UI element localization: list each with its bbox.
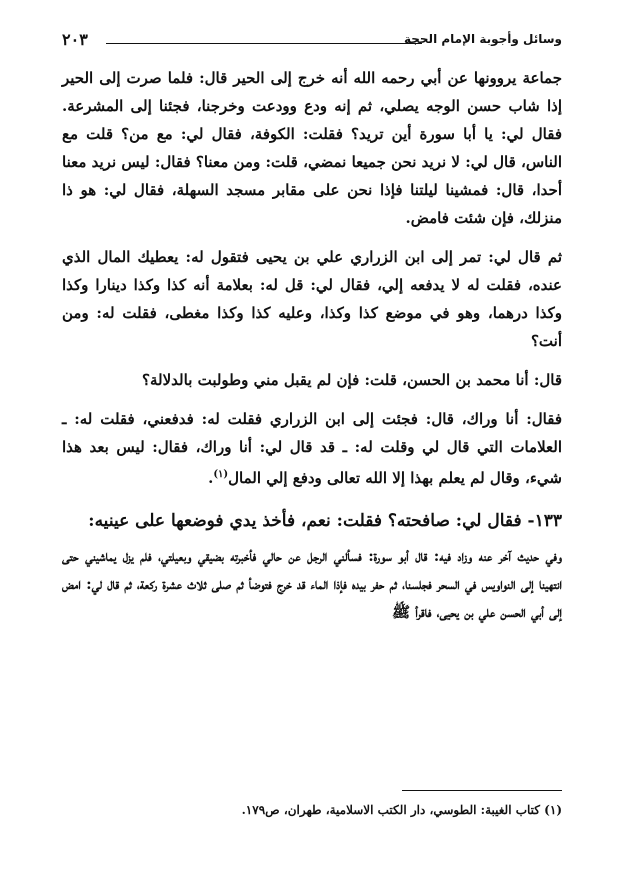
book-page bbox=[62, 30, 562, 850]
footnote-rule bbox=[402, 790, 562, 791]
footnote-ref: (١) bbox=[213, 469, 229, 480]
page-number: ٢٠٣ bbox=[62, 30, 88, 49]
header-rule bbox=[106, 43, 422, 44]
section-heading: ١٣٣- فقال لي: صافحته؟ فقلت: نعم، فأخذ يدي فوضعها على عينيه: bbox=[88, 511, 562, 531]
paragraph-text: فقال: أنا وراك، قال: فجئت إلى ابن الزراري فقلت له: فدفعني، فقلت له: ـ العلامات التي قال لي وقلت له: ـ قد قال لي: أنا وراك، فقال: ليس بعد هذا شيء، وقال لم يعلم بهذا إلا الله تعالى ودفع إلي المال bbox=[62, 410, 562, 487]
running-header bbox=[62, 30, 562, 52]
paragraph: فقال: أنا وراك، قال: فجئت إلى ابن الزراري فقلت له: فدفعني، فقلت له: ـ العلامات التي قال لي وقلت له: ـ قد قال لي: أنا وراك، فقال: ليس بعد هذا شيء، وقال لم يعلم بهذا إلا الله تعالى ودفع إلي المال$^{(١)}$. bbox=[62, 410, 562, 487]
paragraph: ثم قال لي: تمر إلى ابن الزراري علي بن يحيى فتقول له: يعطيك المال الذي عنده، فقلت له لا يدفعه إلي، فقال لي: قل له: بعلامة أنه كذا وكذا دينارا وكذا وكذا درهما، وهو في موضع كذا وكذا، وعليه كذا وكذا مغطى، فقلت له: ومن أنت؟ bbox=[62, 248, 562, 350]
paragraph: قال: أنا محمد بن الحسن، قلت: فإن لم يقبل مني وطولبت بالدلالة؟ bbox=[142, 371, 562, 389]
paragraph: جماعة يروونها عن أبي رحمه الله أنه خرج إلى الحير قال: فلما صرت إلى الحير إذا شاب حسن الوجه يصلي، ثم إنه ودع وودعت وخرجنا، فجئنا إلى المشرعة. فقال لي: يا أبا سورة أين تريد؟ فقلت: الكوفة، فقال لي: مع من؟ قلت مع الناس، قال لي: لا نريد نحن جميعا نمضي، قلت: ومن معنا؟ فقال: ليس نريد معنا أحدا، قال: فمشينا ليلتنا فإذا نحن على مقابر مسجد السهلة، فقال لي: هو ذا منزلك، فإن شئت فامض. bbox=[62, 69, 562, 227]
page-body bbox=[62, 64, 562, 637]
header-title: وسائل وأجوبة الإمام الحجة bbox=[403, 32, 562, 46]
paragraph: وفي حديث آخر عنه وزاد فيه: قال أبو سورة: فسألني الرجل عن حالي فأخبرته بضيقي وبعيلتي، فلم يزل يماشيني حتى انتهينا إلى النواويس في السحر فجلسنا، ثم حفر بيده فإذا الماء قد خرج فتوضأ ثم صلى ثلاث عشرة ركعة، ثم قال لي: امض إلى أبي الحسن علي بن يحيى، فاقرأ ﷺ bbox=[62, 547, 562, 621]
footnote: (١) كتاب الغيبة: الطوسي، دار الكتب الاسلامية، طهران، ص١٧٩. bbox=[241, 803, 562, 817]
